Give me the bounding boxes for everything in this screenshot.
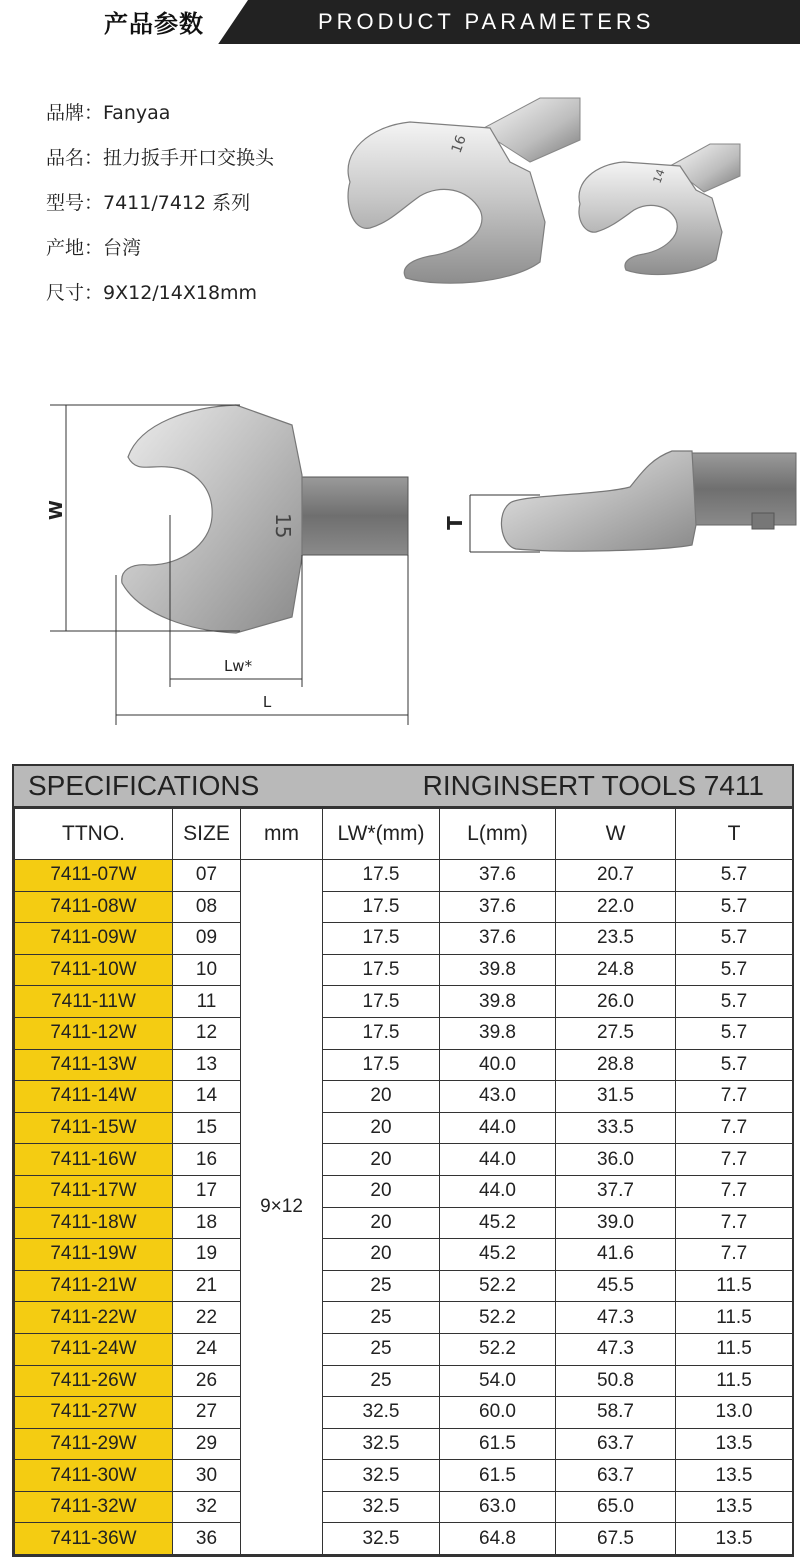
- cell-w: 58.7: [556, 1397, 676, 1429]
- table-row: [15, 1491, 793, 1523]
- cell-ttno: 7411-36W: [15, 1523, 173, 1555]
- cell-size: 14: [173, 1081, 241, 1113]
- cell-ttno: 7411-14W: [15, 1081, 173, 1113]
- cell-l: 45.2: [440, 1207, 556, 1239]
- cell-size: 16: [173, 1144, 241, 1176]
- cell-ttno: 7411-18W: [15, 1207, 173, 1239]
- cell-ttno: 7411-22W: [15, 1302, 173, 1334]
- cell-w: 31.5: [556, 1081, 676, 1113]
- table-row: [15, 1397, 793, 1429]
- cell-ttno: 7411-08W: [15, 891, 173, 923]
- spec-title-bar: [14, 766, 792, 808]
- cell-ttno: 7411-32W: [15, 1491, 173, 1523]
- cell-lw: 20: [323, 1081, 440, 1113]
- cell-l: 44.0: [440, 1144, 556, 1176]
- cell-l: 61.5: [440, 1428, 556, 1460]
- cell-t: 5.7: [676, 891, 793, 923]
- cell-lw: 17.5: [323, 860, 440, 892]
- table-row: [15, 954, 793, 986]
- cell-w: 28.8: [556, 1049, 676, 1081]
- cell-size: 10: [173, 954, 241, 986]
- cell-lw: 20: [323, 1207, 440, 1239]
- cell-t: 7.7: [676, 1239, 793, 1271]
- cell-w: 23.5: [556, 923, 676, 955]
- dimension-diagram: [0, 395, 800, 735]
- table-row: [15, 1270, 793, 1302]
- cell-t: 5.7: [676, 1049, 793, 1081]
- cell-size: 12: [173, 1017, 241, 1049]
- front-view-wrench: [122, 405, 408, 633]
- cell-size: 22: [173, 1302, 241, 1334]
- cell-w: 24.8: [556, 954, 676, 986]
- cell-size: 29: [173, 1428, 241, 1460]
- cell-w: 20.7: [556, 860, 676, 892]
- cell-l: 60.0: [440, 1397, 556, 1429]
- cell-ttno: 7411-13W: [15, 1049, 173, 1081]
- cell-mm: 9×12: [241, 860, 323, 1555]
- cell-w: 47.3: [556, 1302, 676, 1334]
- col-header-mm: mm: [241, 809, 323, 860]
- cell-t: 7.7: [676, 1144, 793, 1176]
- cell-lw: 32.5: [323, 1491, 440, 1523]
- cell-l: 44.0: [440, 1112, 556, 1144]
- cell-l: 44.0: [440, 1175, 556, 1207]
- cell-t: 13.0: [676, 1397, 793, 1429]
- table-row: [15, 1460, 793, 1492]
- cell-size: 21: [173, 1270, 241, 1302]
- cell-t: 7.7: [676, 1112, 793, 1144]
- cell-t: 11.5: [676, 1270, 793, 1302]
- col-header-ttno: TTNO.: [15, 809, 173, 860]
- cell-w: 22.0: [556, 891, 676, 923]
- cell-t: 5.7: [676, 1017, 793, 1049]
- cell-t: 5.7: [676, 954, 793, 986]
- cell-t: 5.7: [676, 860, 793, 892]
- cell-ttno: 7411-26W: [15, 1365, 173, 1397]
- col-header-lw: LW*(mm): [323, 809, 440, 860]
- large-head-mark: 16: [448, 133, 470, 156]
- col-header-l: L(mm): [440, 809, 556, 860]
- info-name: 品名：扭力扳手开口交换头: [46, 147, 275, 169]
- table-row: [15, 1302, 793, 1334]
- table-row: [15, 860, 793, 892]
- cell-ttno: 7411-17W: [15, 1175, 173, 1207]
- spec-title-right: RINGINSERT TOOLS 7411: [422, 770, 764, 801]
- cell-lw: 17.5: [323, 954, 440, 986]
- cell-t: 13.5: [676, 1523, 793, 1555]
- table-row: [15, 923, 793, 955]
- cell-lw: 32.5: [323, 1460, 440, 1492]
- cell-lw: 25: [323, 1365, 440, 1397]
- cell-t: 5.7: [676, 923, 793, 955]
- cell-size: 09: [173, 923, 241, 955]
- cell-size: 15: [173, 1112, 241, 1144]
- cell-w: 63.7: [556, 1428, 676, 1460]
- cell-w: 37.7: [556, 1175, 676, 1207]
- cell-lw: 17.5: [323, 986, 440, 1018]
- cell-ttno: 7411-09W: [15, 923, 173, 955]
- cell-t: 13.5: [676, 1428, 793, 1460]
- cell-l: 52.2: [440, 1302, 556, 1334]
- lw-label: Lw*: [223, 657, 253, 675]
- col-header-size: SIZE: [173, 809, 241, 860]
- cell-l: 39.8: [440, 1017, 556, 1049]
- cell-lw: 20: [323, 1144, 440, 1176]
- cell-w: 41.6: [556, 1239, 676, 1271]
- cell-size: 30: [173, 1460, 241, 1492]
- side-view-wrench: [501, 451, 796, 551]
- cell-ttno: 7411-19W: [15, 1239, 173, 1271]
- cell-w: 26.0: [556, 986, 676, 1018]
- header-title-cn: 产品参数: [104, 10, 204, 38]
- cell-lw: 17.5: [323, 923, 440, 955]
- cell-lw: 20: [323, 1239, 440, 1271]
- small-wrench-head: [579, 144, 740, 275]
- w-label: W: [46, 500, 67, 520]
- cell-lw: 20: [323, 1112, 440, 1144]
- spec-grid: [14, 808, 793, 1555]
- cell-l: 54.0: [440, 1365, 556, 1397]
- cell-w: 33.5: [556, 1112, 676, 1144]
- large-wrench-head: [348, 98, 580, 283]
- cell-t: 7.7: [676, 1207, 793, 1239]
- info-size: 尺寸：9X12/14X18mm: [46, 282, 258, 304]
- info-origin: 产地：台湾: [46, 237, 142, 259]
- cell-w: 27.5: [556, 1017, 676, 1049]
- cell-lw: 25: [323, 1302, 440, 1334]
- cell-w: 63.7: [556, 1460, 676, 1492]
- cell-l: 64.8: [440, 1523, 556, 1555]
- cell-l: 37.6: [440, 891, 556, 923]
- cell-size: 08: [173, 891, 241, 923]
- cell-size: 36: [173, 1523, 241, 1555]
- cell-lw: 20: [323, 1175, 440, 1207]
- cell-t: 7.7: [676, 1175, 793, 1207]
- cell-lw: 17.5: [323, 891, 440, 923]
- cell-lw: 25: [323, 1270, 440, 1302]
- cell-w: 50.8: [556, 1365, 676, 1397]
- product-info: [46, 98, 274, 323]
- product-photo: [330, 92, 790, 302]
- table-row: [15, 1428, 793, 1460]
- table-row: [15, 1207, 793, 1239]
- table-row: [15, 1112, 793, 1144]
- cell-l: 39.8: [440, 954, 556, 986]
- col-header-t: T: [676, 809, 793, 860]
- cell-size: 18: [173, 1207, 241, 1239]
- table-row: [15, 1365, 793, 1397]
- spec-header-row: [15, 809, 793, 860]
- cell-l: 45.2: [440, 1239, 556, 1271]
- cell-t: 11.5: [676, 1333, 793, 1365]
- cell-l: 61.5: [440, 1460, 556, 1492]
- header-title-en: PRODUCT PARAMETERS: [318, 9, 655, 34]
- cell-size: 17: [173, 1175, 241, 1207]
- cell-l: 52.2: [440, 1270, 556, 1302]
- info-model: 型号：7411/7412 系列: [46, 192, 251, 214]
- cell-ttno: 7411-27W: [15, 1397, 173, 1429]
- cell-w: 67.5: [556, 1523, 676, 1555]
- col-header-w: W: [556, 809, 676, 860]
- table-row: [15, 1017, 793, 1049]
- small-head-mark: 14: [650, 167, 668, 186]
- cell-w: 47.3: [556, 1333, 676, 1365]
- cell-ttno: 7411-10W: [15, 954, 173, 986]
- cell-ttno: 7411-29W: [15, 1428, 173, 1460]
- header-bar: [0, 0, 800, 44]
- cell-t: 5.7: [676, 986, 793, 1018]
- cell-w: 65.0: [556, 1491, 676, 1523]
- cell-size: 13: [173, 1049, 241, 1081]
- table-row: [15, 1333, 793, 1365]
- cell-ttno: 7411-24W: [15, 1333, 173, 1365]
- cell-w: 39.0: [556, 1207, 676, 1239]
- cell-l: 37.6: [440, 923, 556, 955]
- cell-w: 36.0: [556, 1144, 676, 1176]
- cell-size: 11: [173, 986, 241, 1018]
- cell-ttno: 7411-15W: [15, 1112, 173, 1144]
- cell-t: 13.5: [676, 1491, 793, 1523]
- cell-l: 39.8: [440, 986, 556, 1018]
- cell-size: 32: [173, 1491, 241, 1523]
- table-row: [15, 1523, 793, 1555]
- spec-table: [12, 764, 794, 1557]
- diagram-head-mark: 15: [271, 513, 295, 539]
- cell-t: 7.7: [676, 1081, 793, 1113]
- table-row: [15, 1049, 793, 1081]
- cell-ttno: 7411-21W: [15, 1270, 173, 1302]
- table-row: [15, 1239, 793, 1271]
- table-row: [15, 891, 793, 923]
- cell-size: 07: [173, 860, 241, 892]
- cell-lw: 25: [323, 1333, 440, 1365]
- table-row: [15, 1144, 793, 1176]
- cell-size: 19: [173, 1239, 241, 1271]
- cell-l: 52.2: [440, 1333, 556, 1365]
- cell-ttno: 7411-16W: [15, 1144, 173, 1176]
- cell-t: 11.5: [676, 1365, 793, 1397]
- cell-ttno: 7411-11W: [15, 986, 173, 1018]
- cell-lw: 32.5: [323, 1523, 440, 1555]
- cell-t: 13.5: [676, 1460, 793, 1492]
- cell-lw: 32.5: [323, 1397, 440, 1429]
- info-brand: 品牌：Fanyaa: [46, 102, 171, 124]
- cell-l: 40.0: [440, 1049, 556, 1081]
- table-row: [15, 1175, 793, 1207]
- cell-ttno: 7411-07W: [15, 860, 173, 892]
- cell-l: 43.0: [440, 1081, 556, 1113]
- cell-ttno: 7411-12W: [15, 1017, 173, 1049]
- cell-lw: 17.5: [323, 1017, 440, 1049]
- cell-w: 45.5: [556, 1270, 676, 1302]
- cell-ttno: 7411-30W: [15, 1460, 173, 1492]
- cell-l: 63.0: [440, 1491, 556, 1523]
- spec-body: [15, 860, 793, 1555]
- cell-size: 26: [173, 1365, 241, 1397]
- cell-l: 37.6: [440, 860, 556, 892]
- table-row: [15, 1081, 793, 1113]
- cell-lw: 32.5: [323, 1428, 440, 1460]
- cell-size: 24: [173, 1333, 241, 1365]
- table-row: [15, 986, 793, 1018]
- l-label: L: [262, 693, 272, 711]
- spec-title-left: SPECIFICATIONS: [28, 770, 260, 801]
- t-label: T: [443, 516, 467, 530]
- cell-lw: 17.5: [323, 1049, 440, 1081]
- cell-t: 11.5: [676, 1302, 793, 1334]
- cell-size: 27: [173, 1397, 241, 1429]
